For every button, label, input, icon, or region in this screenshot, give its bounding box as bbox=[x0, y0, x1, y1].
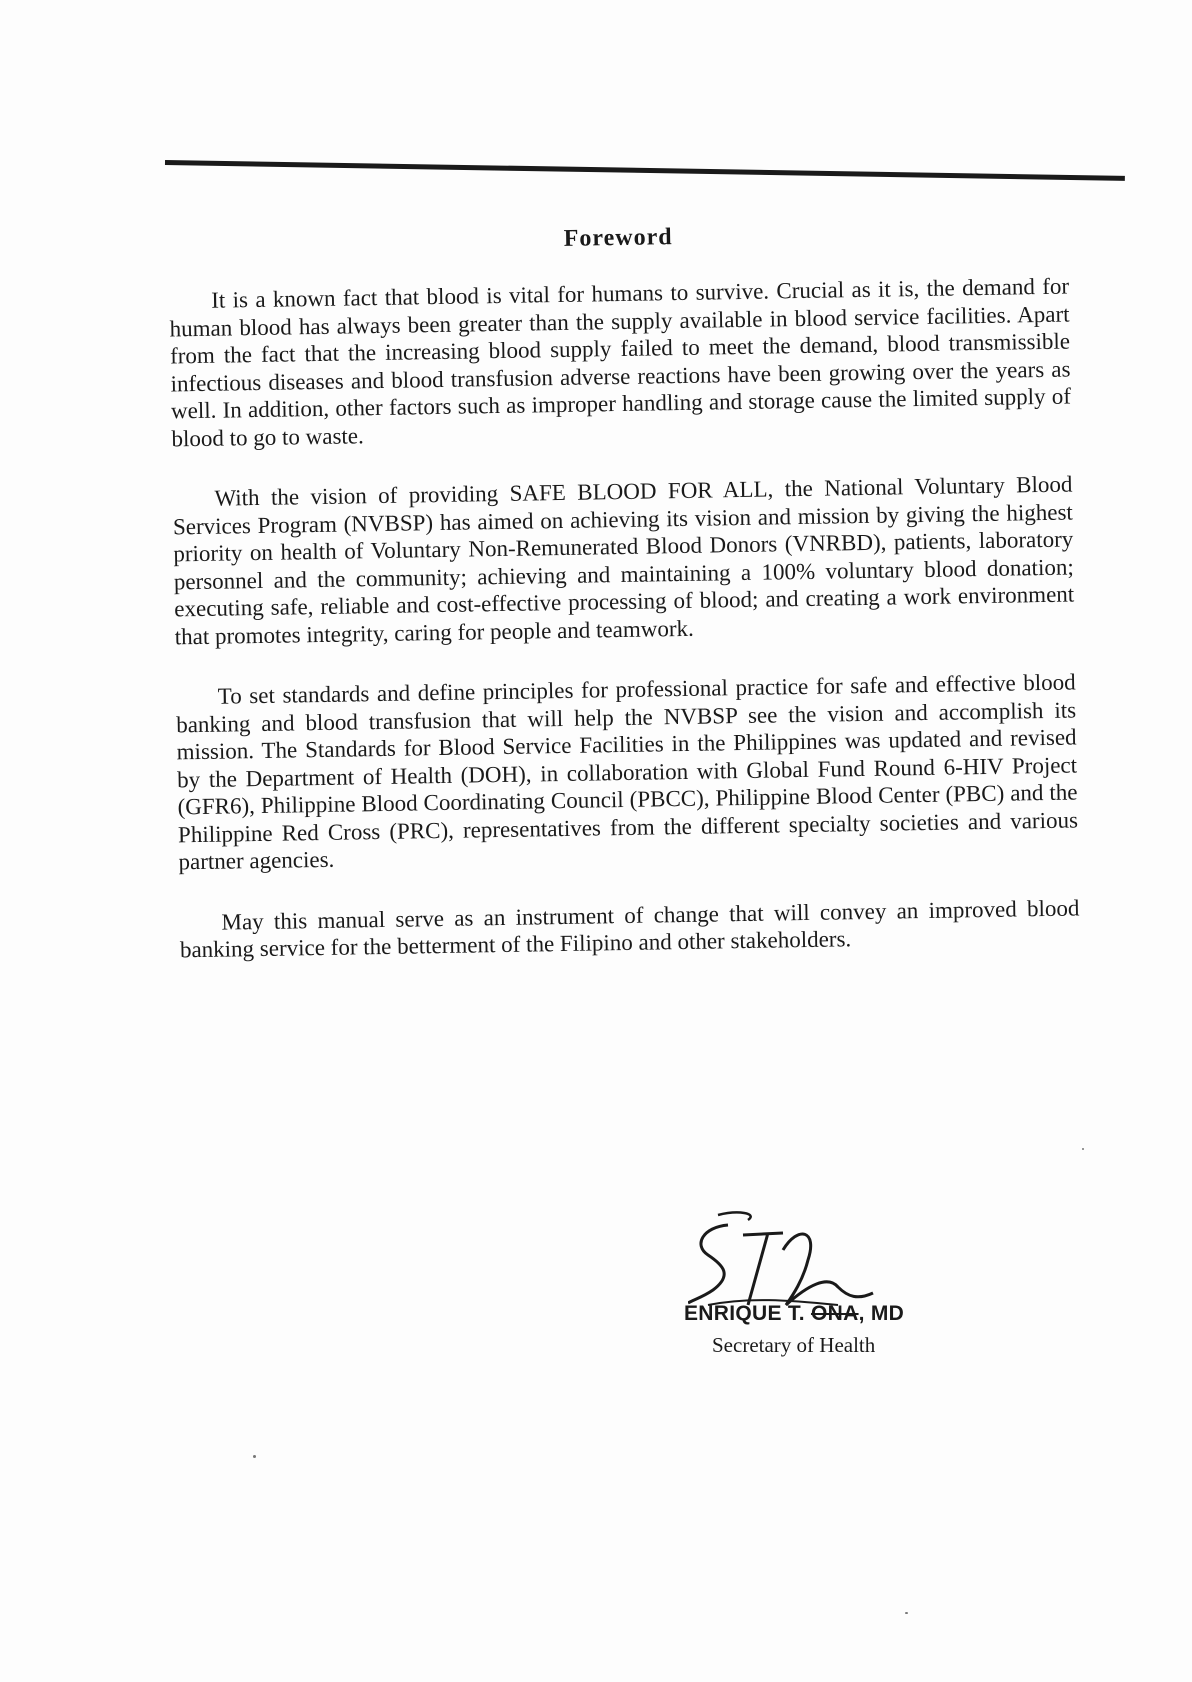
foreword-content bbox=[168, 218, 1081, 997]
paragraph-3: To set standards and define principles for professional practice for safe and effective blood banking and blood transfusion that will help the NVBSP see the vision and accomplish its mission. The Standards for Blood Service Facilities in the Philippines was updated and revised by the Department of Health (DOH), in collaboration with Global Fund Round 6-HIV Project (GFR6), Philippine Blood Coordinating Council (PBCC), Philippine Blood Center (PBC) and the Philippine Red Cross (PRC), representatives from the different specialty societies and various partner agencies. bbox=[176, 669, 1079, 875]
scan-speck bbox=[905, 1612, 908, 1614]
signature-block bbox=[680, 1205, 980, 1365]
paragraph-4: May this manual serve as an instrument of change that will convey an improved blood banking service for the betterment of the Filipino and other stakeholders. bbox=[179, 894, 1080, 963]
paragraph-2: With the vision of providing SAFE BLOOD FOR ALL, the National Voluntary Blood Services Program (NVBSP) has aimed on achieving its vision and mission by giving the highest priority on health of Voluntary Non-Remunerated Blood Donors (VNRBD), patients, laboratory personnel and the community; achieving and maintaining a 100% voluntary blood donation; executing safe, reliable and cost-effective processing of blood; and creating a work environment that promotes integrity, caring for people and teamwork. bbox=[172, 471, 1075, 649]
scan-speck bbox=[253, 1455, 256, 1458]
signatory-title: Secretary of Health bbox=[712, 1333, 876, 1357]
page-title: Foreword bbox=[563, 224, 673, 252]
header-rule bbox=[165, 160, 1125, 181]
signatory-name: ENRIQUE T. ONA, MD bbox=[684, 1302, 905, 1325]
scan-speck bbox=[1082, 1148, 1084, 1150]
paragraph-1: It is a known fact that blood is vital for humans to survive. Crucial as it is, the demand for human blood has always been greater than the supply available in blood service facilities. Apart from the fact that the increasing blood supply failed to meet the demand, blood transmissible infectious diseases and blood transfusion adverse reactions have been growing over the years as well. In addition, other factors such as improper handling and storage cause the limited supply of blood to go to waste. bbox=[169, 273, 1072, 451]
